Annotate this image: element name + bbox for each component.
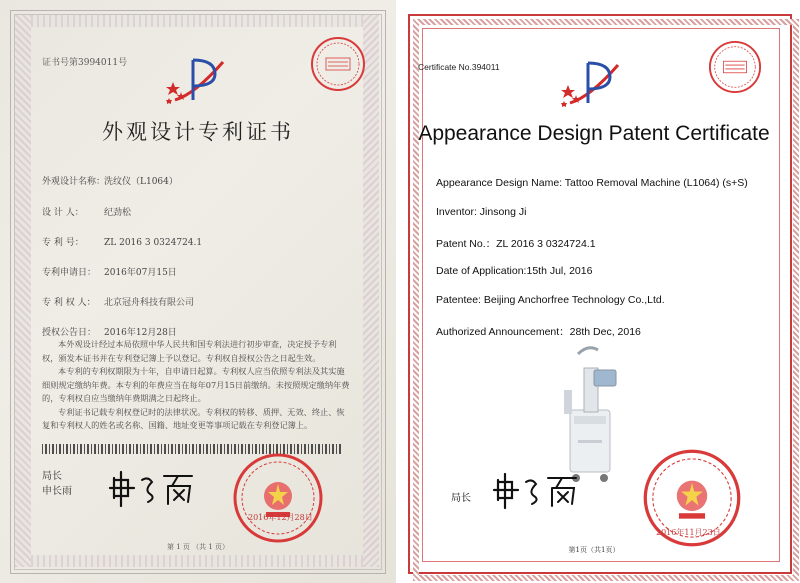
official-seal-icon — [232, 452, 324, 544]
certificate-body-text: 本外观设计经过本局依照中华人民共和国专利法进行初步审查，决定授予专利权，颁发本证书并在专利登记簿上予以登记。专利权自授权公告之日起生效。 本专利的专利权期限为十年，自申请日起算。专利权人应当依照专利法及其实施细则规定缴纳年费。本专利的年费应当在每年07月15日前缴纳。未按照规定缴纳年费的，专利权自应当缴纳年费期满之日起终止。 专利证书记载专利权登记时的法律状况。专利权的转移、质押、无效、终止、恢复和专利权人的姓名或名称、国籍、地址变更等事项记载在专利登记簿上。 — [42, 339, 350, 430]
field-patentee: Patentee: Beijing Anchorfree Technology Co.,Ltd. — [436, 294, 665, 306]
certificate-title: 外观设计专利证书 — [102, 120, 294, 144]
english-certificate — [404, 0, 800, 583]
director-signature-icon — [108, 468, 198, 508]
director-block: 局长 申长雨 — [42, 471, 72, 497]
field-inventor: Inventor: Jinsong Ji — [436, 206, 527, 218]
field-patentee: 专 利 权 人： 北京冠舟科技有限公司 — [42, 298, 195, 308]
field-design-name: 外观设计名称：洗纹仪（L1064） — [42, 177, 178, 187]
page-footer: 第1页（共1页） — [568, 546, 620, 554]
seal-date: 2016年11月23日 — [656, 528, 721, 537]
certificate-number: Certificate No.394011 — [418, 62, 500, 72]
border-pattern-bottom — [31, 555, 363, 567]
chinese-certificate — [0, 0, 396, 583]
patent-office-logo-icon — [560, 55, 626, 109]
border-pattern-left — [15, 15, 31, 567]
seal-date: 2016年12月28日 — [248, 513, 313, 522]
page-footer: 第 1 页 （共 1 页） — [166, 543, 230, 551]
certificate-title: Appearance Design Patent Certificate — [418, 122, 770, 145]
agency-stamp-icon — [708, 40, 762, 94]
field-application-date: Date of Application:15th Jul, 2016 — [436, 265, 593, 277]
certificate-number: 证书号第3994011号 — [42, 58, 128, 68]
agency-stamp-icon — [310, 36, 366, 92]
field-design-name: Appearance Design Name: Tattoo Removal Machine (L1064) (s+S) — [436, 177, 748, 189]
patent-office-logo-icon — [165, 52, 231, 106]
field-designer: 设 计 人： 纪劲松 — [42, 208, 132, 218]
border-pattern-top — [31, 15, 363, 27]
director-signature-icon — [492, 470, 582, 510]
field-application-date: 专利申请日： 2016年07月15日 — [42, 268, 177, 278]
field-patent-number: Patent No.：ZL 2016 3 0324724.1 — [436, 238, 596, 250]
field-patent-number: 专 利 号： ZL 2016 3 0324724.1 — [42, 238, 203, 248]
director-title: 局长 — [451, 493, 471, 504]
product-machine-image — [558, 340, 628, 485]
border-pattern-right — [363, 15, 379, 567]
field-announcement-date: 授权公告日： 2016年12月28日 — [42, 328, 177, 338]
field-announcement-date: Authorized Announcement：28th Dec, 2016 — [436, 326, 641, 338]
